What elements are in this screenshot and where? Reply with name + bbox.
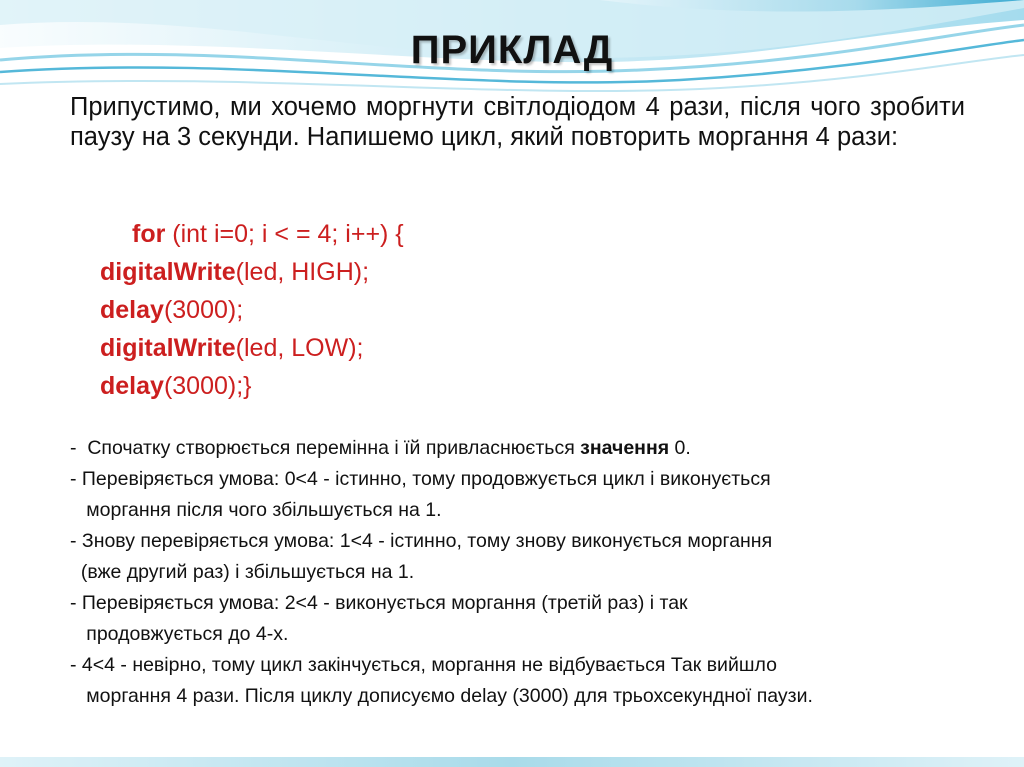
code-line-delay-2 [100,367,404,405]
code-line-for [100,215,404,253]
code-text-high: (led, HIGH); [235,258,370,286]
code-keyword-delay: delay [100,296,164,324]
note-1-bold: значення [580,437,670,459]
note-line-1 [70,433,970,464]
note-line-3b: (вже другий раз) і збільшується на 1. [70,561,415,583]
note-line-2a: - Перевіряється умова: 0<4 - істинно, тому продовжується цикл і виконується [70,468,771,490]
note-line-4b: продовжується до 4-х. [70,623,289,645]
note-1-end: 0. [669,437,691,459]
code-block [100,215,404,405]
note-line-2b: моргання після чого збільшується на 1. [70,499,442,521]
explanation-notes [70,433,970,712]
code-text-delay-2: (3000);} [163,372,252,400]
note-line-5b: моргання 4 рази. Після циклу дописуємо delay (3000) для трьохсекундної паузи. [70,685,813,707]
code-line-digitalwrite-low [100,329,404,367]
code-line-delay-1 [100,291,404,329]
intro-paragraph: Припустимо, ми хочемо моргнути світлодіодом 4 рази, після чого зробити паузу на 3 секунди. Напишемо цикл, який повторить моргання 4 рази: [70,93,965,151]
slide-title: ПРИКЛАД [410,28,614,72]
code-line-digitalwrite-high [100,253,404,291]
note-1-text: - Спочатку створюється перемінна і їй привласнюється [70,437,581,459]
code-keyword-for: for [132,220,166,248]
note-line-4a: - Перевіряється умова: 2<4 - виконується моргання (третій раз) і так [70,592,688,614]
code-text-low: (led, LOW); [235,334,364,362]
code-text-delay-1: (3000); [163,296,244,324]
note-line-3a: - Знову перевіряється умова: 1<4 - істинно, тому знову виконується моргання [70,530,773,552]
code-text-for: (int i=0; i < = 4; i++) { [165,220,404,248]
note-line-5a: - 4<4 - невірно, тому цикл закінчується, моргання не відбувається Так вийшло [70,654,777,676]
footer-bar [0,757,1024,767]
code-keyword-delay-2: delay [100,372,164,400]
code-keyword-digitalwrite: digitalWrite [100,258,236,286]
code-keyword-digitalwrite-2: digitalWrite [100,334,236,362]
